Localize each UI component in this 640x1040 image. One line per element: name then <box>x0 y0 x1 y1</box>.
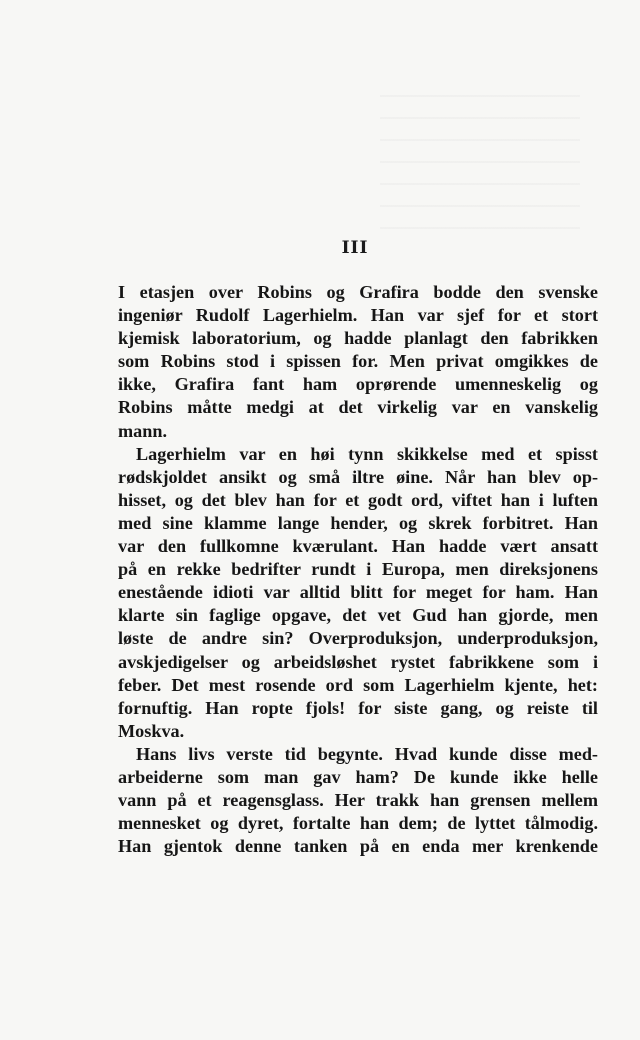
text-line: som Robins stod i spissen for. Men privat omgikkes de <box>118 351 598 372</box>
text-line: feber. Det mest rosende ord som Lagerhielm kjente, het: <box>118 674 598 695</box>
text-line: Hans livs verste tid begynte. Hvad kunde disse med- <box>136 743 598 764</box>
bleed-through-shadow <box>380 95 580 245</box>
chapter-heading: III <box>341 238 369 258</box>
text-line: ingeniør Rudolf Lagerhielm. Han var sjef for et stort <box>118 305 598 326</box>
text-line: Han gjentok denne tanken på en enda mer krenkende <box>118 836 598 857</box>
text-line: vann på et reagensglass. Her trakk han grensen mellem <box>118 790 598 811</box>
text-line: kjemisk laboratorium, og hadde planlagt den fabrikken <box>118 328 598 349</box>
text-line: Robins måtte medgi at det virkelig var en vanskelig <box>118 397 598 418</box>
text-line: mann. <box>118 420 168 441</box>
text-line: I etasjen over Robins og Grafira bodde den svenske <box>118 282 598 302</box>
text-line: avskjedigelser og arbeidsløshet rystet fabrikkene som i <box>118 651 598 672</box>
text-line: arbeiderne som man gav ham? De kunde ikke helle <box>118 766 598 787</box>
text-line: hisset, og det blev han for et godt ord, viftet han i luften <box>118 489 598 510</box>
text-line: med sine klamme lange hender, og skrek forbitret. Han <box>118 512 598 533</box>
text-line: enestående idioti var alltid blitt for meget for ham. Han <box>118 582 598 603</box>
text-line: rødskjoldet ansikt og små iltre øine. Når han blev op- <box>118 466 598 487</box>
text-line: ikke, Grafira fant ham oprørende umenneskelig og <box>118 374 598 395</box>
text-line: var den fullkomne kværulant. Han hadde vært ansatt <box>118 536 598 557</box>
text-line: mennesket og dyret, fortalte han dem; de lyttet tålmodig. <box>118 813 598 834</box>
text-line: klarte sin faglige opgave, det vet Gud han gjorde, men <box>118 605 598 626</box>
text-line: fornuftig. Han ropte fjols! for siste gang, og reiste til <box>118 697 598 718</box>
text-line: Moskva. <box>118 720 185 741</box>
text-line: på en rekke bedrifter rundt i Europa, men direksjonens <box>118 559 598 580</box>
text-line: Lagerhielm var en høi tynn skikkelse med et spisst <box>136 443 598 464</box>
body-text <box>118 281 598 858</box>
text-line: løste de andre sin? Overproduksjon, underproduksjon, <box>118 628 598 649</box>
